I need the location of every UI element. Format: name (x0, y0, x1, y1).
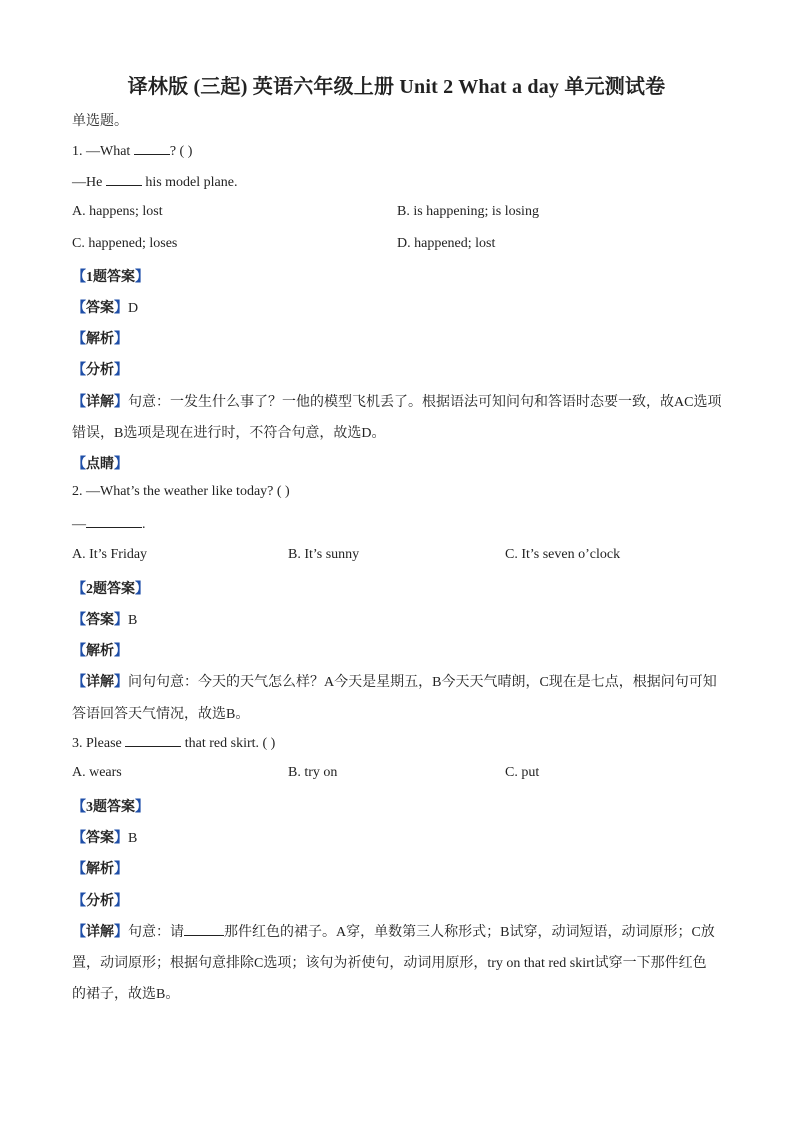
q1-key-tag: 【1题答案】 (72, 270, 149, 285)
q3-detail-line-1: 【详解】句意：请 那件红色的裙子。A穿，单数第三人称形式；B试穿，动词短语，动词原形；C放 (72, 925, 715, 940)
q1-dianjing-tag: 【点睛】 (72, 457, 128, 472)
q1-option-b: B. is happening; is losing (397, 204, 539, 219)
q2-analysis-tag: 【解析】 (72, 644, 128, 659)
q2-key-tag: 【2题答案】 (72, 582, 149, 597)
q3-fenxi-tag: 【分析】 (72, 894, 128, 909)
q1-analysis-tag: 【解析】 (72, 332, 128, 347)
q1-option-a: A. happens; lost (72, 204, 163, 219)
q3-stem: 3. Please that red skirt. ( ) (72, 736, 276, 751)
q2-response: — . (72, 517, 146, 532)
q2-detail-line-1: 【详解】问句句意：今天的天气怎么样？A今天是星期五，B今天天气晴朗，C现在是七点，根据问句可知 (72, 675, 717, 690)
q1-option-c: C. happened; loses (72, 236, 178, 251)
q2-answer: 【答案】B (72, 613, 138, 628)
q1-fenxi-tag: 【分析】 (72, 363, 128, 378)
q2-detail-line-2: 答语回答天气情况，故选B。 (72, 707, 250, 722)
q3-answer: 【答案】B (72, 831, 138, 846)
q3-detail-blank (184, 923, 224, 936)
q2-blank (86, 515, 142, 528)
q1-answer: 【答案】D (72, 301, 139, 316)
q3-key-tag: 【3题答案】 (72, 800, 149, 815)
q1-detail-line-2: 错误，B选项是现在进行时，不符合句意，故选D。 (72, 426, 386, 441)
q3-option-a: A. wears (72, 765, 122, 780)
q2-option-a: A. It’s Friday (72, 547, 148, 562)
q1-stem: 1. —What ? ( ) (72, 144, 193, 159)
q2-option-b: B. It’s sunny (288, 547, 360, 562)
q1-blank-2 (106, 173, 142, 186)
q3-option-c: C. put (505, 765, 540, 780)
q1-response: —He his model plane. (72, 175, 238, 190)
page-title: 译林版 (三起) 英语六年级上册 Unit 2 What a day 单元测试卷 (127, 76, 666, 98)
q1-option-d: D. happened; lost (397, 236, 496, 251)
q1-detail-line-1: 【详解】句意：一发生什么事了？一他的模型飞机丢了。根据语法可知问句和答语时态要一致，故AC选项 (72, 395, 722, 410)
q3-detail-line-2: 置，动词原形；根据句意排除C选项；该句为祈使句，动词用原形，try on that red skirt试穿一下那件红色 (72, 956, 707, 971)
q3-blank (125, 734, 181, 747)
q2-option-c: C. It’s seven o’clock (505, 547, 621, 562)
q3-option-b: B. try on (288, 765, 338, 780)
section-heading: 单选题。 (72, 114, 128, 129)
q1-blank-1 (134, 142, 170, 155)
q2-stem: 2. —What’s the weather like today? ( ) (72, 484, 290, 499)
q3-analysis-tag: 【解析】 (72, 862, 128, 877)
q3-detail-line-3: 的裙子，故选B。 (72, 987, 180, 1002)
